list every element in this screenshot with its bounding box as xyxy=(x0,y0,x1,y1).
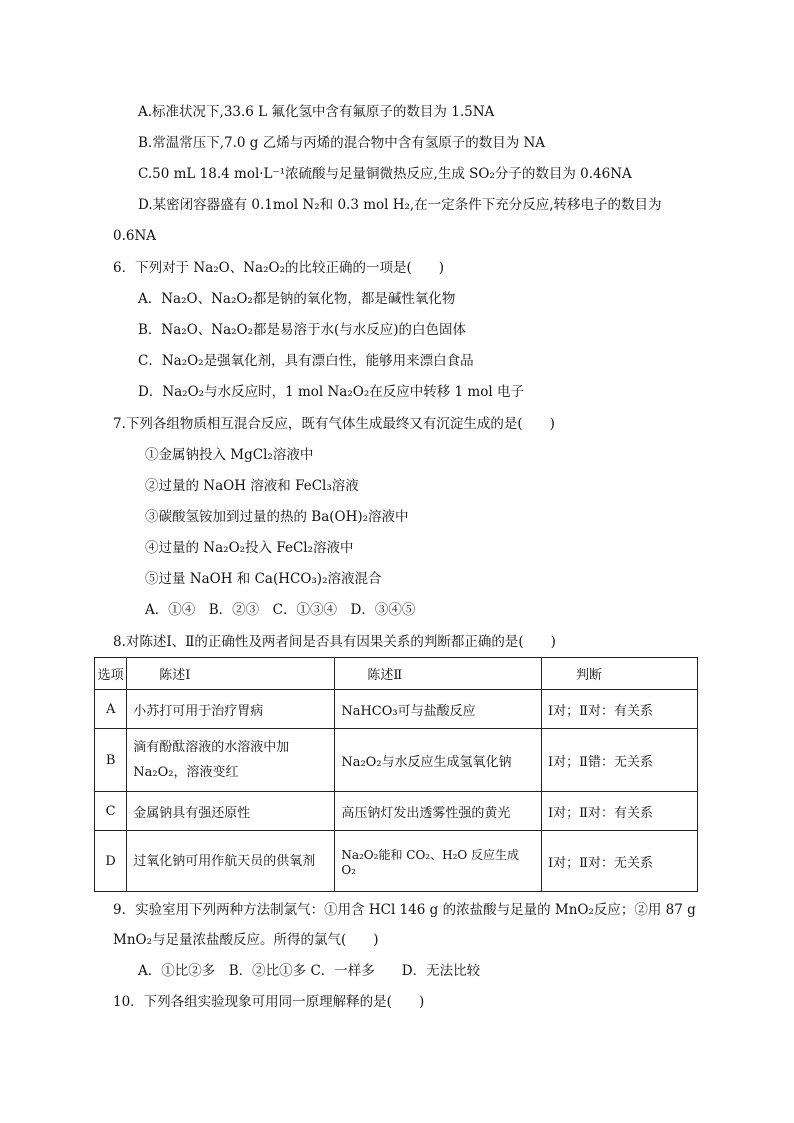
q5-option-c: C.50 mL 18.4 mol·L⁻¹浓硫酸与足量铜微热反应,生成 SO₂分子的数目为 0.46NA xyxy=(138,166,632,182)
q7-item-1: ①金属钠投入 MgCl₂溶液中 xyxy=(145,447,314,463)
row-b-statement-2: Na₂O₂与水反应生成氢氧化钠 xyxy=(335,729,542,792)
q8-table xyxy=(94,657,698,892)
q9-options: A．①比②多 B．②比①多 C．一样多 D．无法比较 xyxy=(138,963,481,979)
row-c-statement-1: 金属钠具有强还原性 xyxy=(127,792,335,831)
header-judgment: 判断 xyxy=(542,658,698,690)
row-d-statement-1: 过氧化钠可用作航天员的供氧剂 xyxy=(127,831,335,892)
row-b-option: B xyxy=(95,729,127,792)
q7-item-4: ④过量的 Na₂O₂投入 FeCl₂溶液中 xyxy=(145,540,354,556)
table-row xyxy=(95,729,698,792)
q6-option-c: C．Na₂O₂是强氧化剂，具有漂白性，能够用来漂白食品 xyxy=(138,353,474,369)
q7-item-5: ⑤过量 NaOH 和 Ca(HCO₃)₂溶液混合 xyxy=(145,571,382,587)
row-b-statement-1: 滴有酚酞溶液的水溶液中加 Na₂O₂，溶液变红 xyxy=(127,729,335,792)
q7-item-2: ②过量的 NaOH 溶液和 FeCl₃溶液 xyxy=(145,478,359,494)
q9-stem: 9．实验室用下列两种方法制氯气：①用含 HCl 146 g 的浓盐酸与足量的 MnO₂反应；②用 87 g xyxy=(113,902,696,918)
header-statement-2: 陈述Ⅱ xyxy=(335,658,542,690)
q7-stem: 7.下列各组物质相互混合反应，既有气体生成最终又有沉淀生成的是( ) xyxy=(113,416,555,432)
table-row xyxy=(95,792,698,831)
row-c-option: C xyxy=(95,792,127,831)
table-row xyxy=(95,690,698,729)
row-d-option: D xyxy=(95,831,127,892)
q6-option-a: A．Na₂O、Na₂O₂都是钠的氧化物，都是碱性氧化物 xyxy=(138,291,456,307)
q5-option-b: B.常温常压下,7.0 g 乙烯与丙烯的混合物中含有氢原子的数目为 NA xyxy=(138,135,546,151)
row-a-option: A xyxy=(95,690,127,729)
header-statement-1: 陈述Ⅰ xyxy=(127,658,335,690)
q6-option-b: B．Na₂O、Na₂O₂都是易溶于水(与水反应)的白色固体 xyxy=(138,322,467,338)
row-a-judgment: Ⅰ对；Ⅱ对：有关系 xyxy=(542,690,698,729)
q8-stem: 8.对陈述Ⅰ、Ⅱ的正确性及两者间是否具有因果关系的判断都正确的是( ) xyxy=(113,634,556,650)
q5-option-d: D.某密闭容器盛有 0.1mol N₂和 0.3 mol H₂,在一定条件下充分反应,转移电子的数目为 xyxy=(138,197,662,213)
row-a-statement-2: NaHCO₃可与盐酸反应 xyxy=(335,690,542,729)
row-c-judgment: Ⅰ对；Ⅱ对：有关系 xyxy=(542,792,698,831)
q7-item-3: ③碳酸氢铵加到过量的热的 Ba(OH)₂溶液中 xyxy=(145,509,409,525)
q6-stem: 6．下列对于 Na₂O、Na₂O₂的比较正确的一项是( ) xyxy=(113,260,445,276)
row-c-statement-2: 高压钠灯发出透雾性强的黄光 xyxy=(335,792,542,831)
header-option: 选项 xyxy=(95,658,127,690)
q9-stem-continued: MnO₂与足量浓盐酸反应。所得的氯气( ) xyxy=(113,932,379,948)
table-row xyxy=(95,831,698,892)
q5-option-d-continued: 0.6NA xyxy=(113,228,157,244)
row-a-statement-1: 小苏打可用于治疗胃病 xyxy=(127,690,335,729)
row-d-statement-2: Na₂O₂能和 CO₂、H₂O 反应生成 O₂ xyxy=(335,831,542,892)
row-d-judgment: Ⅰ对；Ⅱ对：无关系 xyxy=(542,831,698,892)
row-b-judgment: Ⅰ对；Ⅱ错：无关系 xyxy=(542,729,698,792)
q5-option-a: A.标准状况下,33.6 L 氟化氢中含有氟原子的数目为 1.5NA xyxy=(138,104,495,120)
q7-options: A．①④ B．②③ C．①③④ D．③④⑤ xyxy=(145,602,416,618)
q6-option-d: D．Na₂O₂与水反应时，1 mol Na₂O₂在反应中转移 1 mol 电子 xyxy=(138,384,524,400)
q10-stem: 10．下列各组实验现象可用同一原理解释的是( ) xyxy=(113,994,425,1010)
table-header-row xyxy=(95,658,698,690)
